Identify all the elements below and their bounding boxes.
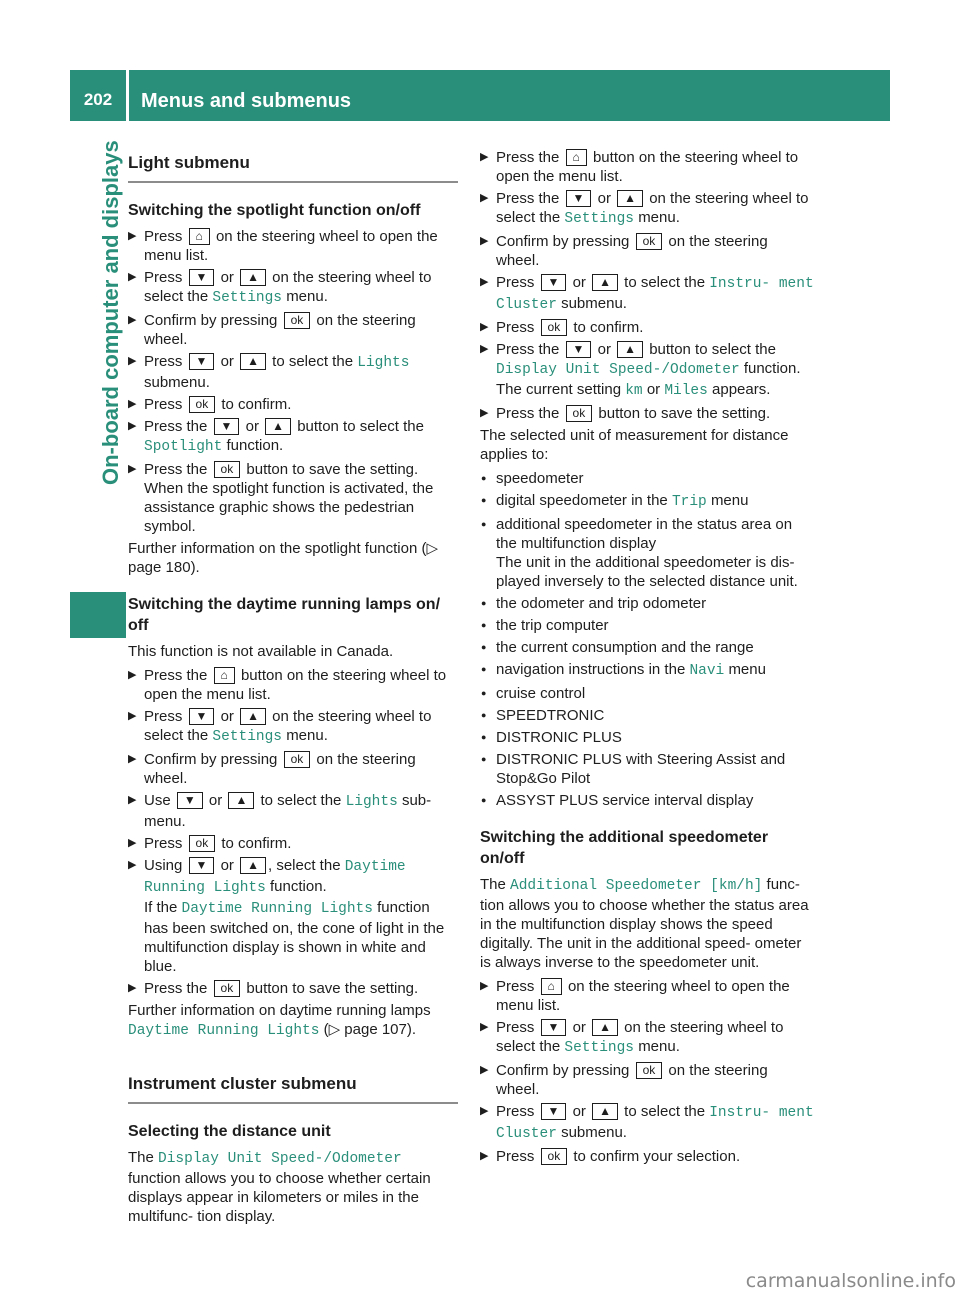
- down-key-icon: ▼: [189, 269, 215, 286]
- paragraph: The Additional Speedometer [km/h] func‐ tion allows you to choose whether the status area in the multifunction display shows the speed digitally. The unit in the additional speed‐ ometer is always inverse to the speedometer unit.: [480, 876, 809, 971]
- down-key-icon: ▼: [214, 418, 240, 435]
- step: ▶ Press ⌂ on the steering wheel to open the menu list.: [128, 227, 458, 265]
- ok-key-icon: ok: [189, 396, 216, 413]
- step: ▶ Press ▼ or ▲ to select the Lights submenu.: [128, 352, 458, 392]
- heading-distance-unit: Selecting the distance unit: [128, 1123, 331, 1140]
- menu-link-instrument-cluster: Instru‐ ment Cluster: [496, 1105, 814, 1142]
- step: ▶ Use ▼ or ▲ to select the Lights sub- menu.: [128, 791, 458, 831]
- step: ▶ Press the ⌂ button on the steering wheel to open the menu list.: [480, 148, 815, 186]
- list-item: ● the trip computer: [480, 616, 815, 635]
- up-key-icon: ▲: [240, 708, 266, 725]
- step: ▶ Press the ok button to save the setting. When the spotlight function is activated, the assistance graphic shows the pedestrian symbol.: [128, 460, 458, 536]
- step: ▶ Press ▼ or ▲ on the steering wheel to select the Settings menu.: [128, 707, 458, 747]
- step: ▶ Confirm by pressing ok on the steering wheel.: [128, 311, 458, 349]
- menu-link-settings: Settings: [564, 211, 635, 227]
- watermark: carmanualsonline.info: [745, 1270, 956, 1292]
- up-key-icon: ▲: [617, 190, 643, 207]
- menu-link-daytime-running-lights: Daytime Running Lights: [181, 901, 373, 917]
- ok-key-icon: ok: [284, 751, 311, 768]
- up-key-icon: ▲: [592, 274, 618, 291]
- step: ▶ Press ▼ or ▲ on the steering wheel to select the Settings menu.: [480, 1018, 815, 1058]
- side-tab-label: On-board computer and displays: [98, 140, 123, 485]
- list-item: ● the odometer and trip odometer: [480, 594, 815, 613]
- step: ▶ Press ⌂ on the steering wheel to open the menu list.: [480, 977, 815, 1015]
- up-key-icon: ▲: [592, 1103, 618, 1120]
- paragraph: The selected unit of measurement for distance applies to:: [480, 427, 789, 463]
- ok-key-icon: ok: [214, 461, 241, 478]
- up-key-icon: ▲: [228, 792, 254, 809]
- step: ▶ Press the ▼ or ▲ button to select the Spotlight function.: [128, 417, 458, 457]
- menu-link-additional-speedometer: Additional Speedometer [km/h]: [510, 878, 763, 894]
- section-title-instrument-cluster: Instrument cluster submenu: [128, 1074, 458, 1104]
- menu-link-lights: Lights: [357, 355, 410, 371]
- down-key-icon: ▼: [566, 341, 592, 358]
- value-miles: Miles: [664, 383, 708, 399]
- step: ▶ Press ok to confirm.: [128, 834, 458, 853]
- section-title-light-submenu: Light submenu: [128, 153, 458, 183]
- down-key-icon: ▼: [566, 190, 592, 207]
- menu-link-display-unit: Display Unit Speed-/Odometer: [496, 362, 740, 378]
- ok-key-icon: ok: [636, 233, 663, 250]
- step: ▶ Confirm by pressing ok on the steering wheel.: [480, 232, 815, 270]
- step: ▶ Press the ok button to save the setting.: [480, 404, 815, 423]
- down-key-icon: ▼: [541, 1019, 567, 1036]
- ok-key-icon: ok: [541, 1148, 568, 1165]
- paragraph: Further information on daytime running lamps Daytime Running Lights (▷ page 107).: [128, 1002, 431, 1039]
- up-key-icon: ▲: [240, 857, 266, 874]
- page-reference: (▷ page 107).: [323, 1021, 417, 1038]
- ok-key-icon: ok: [636, 1062, 663, 1079]
- up-key-icon: ▲: [592, 1019, 618, 1036]
- chapter-title: Menus and submenus: [141, 90, 352, 112]
- menu-link-instrument-cluster: Instru‐ ment Cluster: [496, 276, 814, 313]
- menu-link-settings: Settings: [564, 1040, 635, 1056]
- list-item: ● SPEEDTRONIC: [480, 706, 815, 725]
- up-key-icon: ▲: [240, 269, 266, 286]
- step: ▶ Press the ok button to save the setting.: [128, 979, 458, 998]
- step: ▶ Using ▼ or ▲ , select the Daytime Running Lights function. If the Daytime Running Lights function has been switched on, the cone of light in the multifunction display is shown in white and blue.: [128, 856, 458, 976]
- paragraph: Further information on the spotlight function (▷ page 180).: [128, 540, 439, 576]
- ok-key-icon: ok: [189, 835, 216, 852]
- home-key-icon: ⌂: [566, 149, 587, 166]
- step: ▶ Press ▼ or ▲ to select the Instru‐ ment Cluster submenu.: [480, 1102, 815, 1144]
- down-key-icon: ▼: [189, 353, 215, 370]
- menu-link-trip: Trip: [671, 494, 707, 510]
- ok-key-icon: ok: [566, 405, 593, 422]
- menu-link-daytime-running-lights: Daytime Running Lights: [128, 1023, 320, 1039]
- step: ▶ Press ok to confirm.: [128, 395, 458, 414]
- paragraph: The Display Unit Speed-/Odometer function allows you to choose whether certain displays appear in kilometers or miles in the multifunc‐ tion display.: [128, 1149, 431, 1225]
- ok-key-icon: ok: [284, 312, 311, 329]
- down-key-icon: ▼: [189, 857, 215, 874]
- menu-link-navi: Navi: [689, 663, 725, 679]
- ok-key-icon: ok: [214, 980, 241, 997]
- menu-link-display-unit: Display Unit Speed-/Odometer: [158, 1151, 402, 1167]
- step: ▶ Press the ▼ or ▲ on the steering wheel to select the Settings menu.: [480, 189, 815, 229]
- heading-spotlight: Switching the spotlight function on/off: [128, 202, 421, 219]
- home-key-icon: ⌂: [541, 978, 562, 995]
- header-divider: [126, 70, 129, 121]
- up-key-icon: ▲: [265, 418, 291, 435]
- paragraph: This function is not available in Canada.: [128, 643, 394, 660]
- list-item: ● DISTRONIC PLUS with Steering Assist and Stop&Go Pilot: [480, 750, 815, 788]
- list-item: ● cruise control: [480, 684, 815, 703]
- side-tab-marker: [70, 592, 126, 638]
- up-key-icon: ▲: [617, 341, 643, 358]
- down-key-icon: ▼: [177, 792, 203, 809]
- list-item: ● digital speedometer in the Trip menu: [480, 491, 815, 512]
- down-key-icon: ▼: [541, 274, 567, 291]
- menu-link-running-lights: Running Lights: [144, 880, 266, 896]
- heading-daytime-running-lamps: Switching the daytime running lamps on/ off: [128, 596, 441, 634]
- home-key-icon: ⌂: [214, 667, 235, 684]
- step: ▶ Press the ▼ or ▲ button to select the Display Unit Speed-/Odometer function. The current setting km or Miles appears.: [480, 340, 815, 401]
- ok-key-icon: ok: [541, 319, 568, 336]
- value-km: km: [625, 383, 643, 399]
- page-number: 202: [83, 90, 113, 109]
- step: ▶ Confirm by pressing ok on the steering wheel.: [128, 750, 458, 788]
- menu-link-daytime: Daytime: [344, 859, 406, 875]
- heading-additional-speedometer: Switching the additional speedometer on/off: [480, 829, 769, 867]
- right-column: [480, 145, 815, 1169]
- down-key-icon: ▼: [189, 708, 215, 725]
- step: ▶ Press ok to confirm.: [480, 318, 815, 337]
- menu-link-settings: Settings: [212, 729, 283, 745]
- menu-link-settings: Settings: [212, 290, 283, 306]
- menu-link-spotlight: Spotlight: [144, 439, 223, 455]
- left-column: [128, 145, 458, 1231]
- page-reference: (▷ page 180).: [128, 540, 439, 576]
- list-item: ● DISTRONIC PLUS: [480, 728, 815, 747]
- list-item: ● additional speedometer in the status area on the multifunction display The unit in the additional speedometer is dis‐ played inversely to the selected distance unit.: [480, 515, 815, 591]
- step: ▶ Press the ⌂ button on the steering wheel to open the menu list.: [128, 666, 458, 704]
- list-item: ● ASSYST PLUS service interval display: [480, 791, 815, 810]
- up-key-icon: ▲: [240, 353, 266, 370]
- list-item: ● speedometer: [480, 469, 815, 488]
- menu-link-lights: Lights: [345, 794, 398, 810]
- step: ▶ Press ▼ or ▲ on the steering wheel to select the Settings menu.: [128, 268, 458, 308]
- list-item: ● navigation instructions in the Navi menu: [480, 660, 815, 681]
- step: ▶ Press ▼ or ▲ to select the Instru‐ ment Cluster submenu.: [480, 273, 815, 315]
- step: ▶ Confirm by pressing ok on the steering wheel.: [480, 1061, 815, 1099]
- home-key-icon: ⌂: [189, 228, 210, 245]
- list-item: ● the current consumption and the range: [480, 638, 815, 657]
- step: ▶ Press ok to confirm your selection.: [480, 1147, 815, 1166]
- down-key-icon: ▼: [541, 1103, 567, 1120]
